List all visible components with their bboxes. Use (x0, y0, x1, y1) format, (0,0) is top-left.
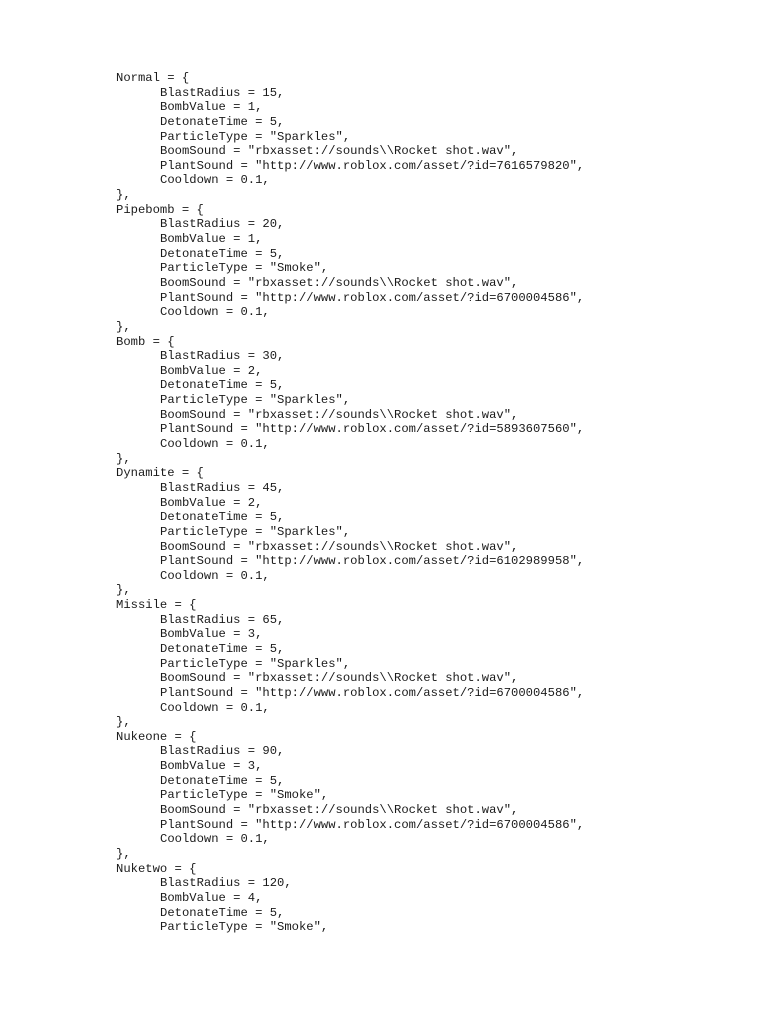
code-property-line: DetonateTime = 5, (160, 246, 285, 261)
code-block-line: Nuketwo = { (116, 861, 197, 876)
code-property-line: BombValue = 1, (160, 232, 263, 247)
code-property-line: BombValue = 2, (160, 363, 263, 378)
code-property-line: PlantSound = "http://www.roblox.com/asset/?id=6700004586", (160, 290, 585, 305)
code-property-line: BlastRadius = 15, (160, 85, 285, 100)
code-property-line: DetonateTime = 5, (160, 905, 285, 920)
code-property-line: BombValue = 4, (160, 890, 263, 905)
code-property-line: ParticleType = "Sparkles", (160, 524, 351, 539)
code-property-line: BlastRadius = 30, (160, 349, 285, 364)
code-property-line: DetonateTime = 5, (160, 641, 285, 656)
code-property-line: ParticleType = "Smoke", (160, 920, 329, 935)
code-property-line: BoomSound = "rbxasset://sounds\\Rocket shot.wav", (160, 671, 519, 686)
code-property-line: BlastRadius = 65, (160, 612, 285, 627)
code-property-line: Cooldown = 0.1, (160, 173, 270, 188)
code-property-line: BoomSound = "rbxasset://sounds\\Rocket shot.wav", (160, 275, 519, 290)
code-property-line: BlastRadius = 45, (160, 480, 285, 495)
code-block-line: }, (116, 451, 131, 466)
code-document (116, 71, 736, 935)
code-block-line: Normal = { (116, 71, 190, 85)
code-property-line: Cooldown = 0.1, (160, 568, 270, 583)
code-property-line: ParticleType = "Sparkles", (160, 129, 351, 144)
code-block-line: }, (116, 846, 131, 861)
code-property-line: BombValue = 3, (160, 627, 263, 642)
code-property-line: DetonateTime = 5, (160, 510, 285, 525)
code-property-line: BoomSound = "rbxasset://sounds\\Rocket shot.wav", (160, 803, 519, 818)
code-block-line: }, (116, 319, 131, 334)
code-property-line: Cooldown = 0.1, (160, 437, 270, 452)
code-property-line: Cooldown = 0.1, (160, 700, 270, 715)
code-property-line: PlantSound = "http://www.roblox.com/asset/?id=6700004586", (160, 685, 585, 700)
code-property-line: DetonateTime = 5, (160, 378, 285, 393)
code-property-line: Cooldown = 0.1, (160, 305, 270, 320)
code-block-line: Dynamite = { (116, 466, 204, 481)
code-property-line: PlantSound = "http://www.roblox.com/asset/?id=6700004586", (160, 817, 585, 832)
code-property-line: BombValue = 1, (160, 100, 263, 115)
code-block-line: Nukeone = { (116, 729, 197, 744)
code-property-line: PlantSound = "http://www.roblox.com/asset/?id=6102989958", (160, 554, 585, 569)
code-property-line: DetonateTime = 5, (160, 114, 285, 129)
code-property-line: BoomSound = "rbxasset://sounds\\Rocket shot.wav", (160, 144, 519, 159)
code-property-line: PlantSound = "http://www.roblox.com/asset/?id=5893607560", (160, 422, 585, 437)
code-property-line: PlantSound = "http://www.roblox.com/asset/?id=7616579820", (160, 158, 585, 173)
code-property-line: BlastRadius = 120, (160, 876, 292, 891)
code-block-line: Pipebomb = { (116, 202, 204, 217)
code-property-line: DetonateTime = 5, (160, 773, 285, 788)
code-block-line: }, (116, 188, 131, 203)
code-property-line: BlastRadius = 20, (160, 217, 285, 232)
code-property-line: ParticleType = "Sparkles", (160, 656, 351, 671)
code-property-line: BombValue = 3, (160, 759, 263, 774)
code-property-line: ParticleType = "Smoke", (160, 788, 329, 803)
code-property-line: Cooldown = 0.1, (160, 832, 270, 847)
code-property-line: BlastRadius = 90, (160, 744, 285, 759)
code-block-line: }, (116, 715, 131, 730)
code-block-line: Missile = { (116, 598, 197, 613)
code-property-line: ParticleType = "Smoke", (160, 261, 329, 276)
code-property-line: ParticleType = "Sparkles", (160, 393, 351, 408)
code-block-line: Bomb = { (116, 334, 175, 349)
code-block-line: }, (116, 583, 131, 598)
code-property-line: BoomSound = "rbxasset://sounds\\Rocket shot.wav", (160, 407, 519, 422)
code-property-line: BombValue = 2, (160, 495, 263, 510)
code-property-line: BoomSound = "rbxasset://sounds\\Rocket shot.wav", (160, 539, 519, 554)
